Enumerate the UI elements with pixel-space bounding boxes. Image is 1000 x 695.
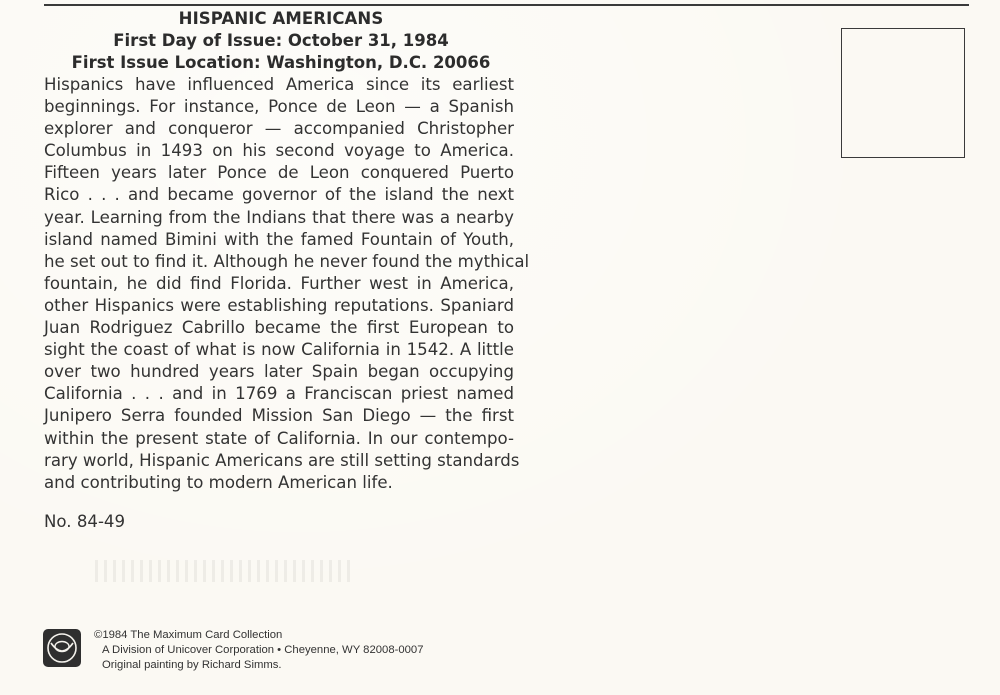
first-issue-location: First Issue Location: Washington, D.C. 20066	[71, 53, 491, 72]
description-line: Columbus in 1493 on his second voyage to America.	[44, 141, 514, 161]
publisher-credits	[94, 628, 424, 672]
description-line: year. Learning from the Indians that there was a nearby	[44, 207, 514, 227]
description-line: and contributing to modern American life.	[44, 472, 393, 492]
first-day-of-issue: First Day of Issue: October 31, 1984	[113, 31, 449, 50]
description-line: beginnings. For instance, Ponce de Leon — a Spanish	[44, 97, 514, 117]
description-line: explorer and conqueror — accompanied Christopher	[44, 119, 514, 139]
description-line: other Hispanics were establishing reputations. Spaniard	[44, 295, 514, 315]
top-rule-divider	[44, 4, 969, 6]
division-line: A Division of Unicover Corporation • Cheyenne, WY 82008-0007	[102, 643, 424, 656]
description-line: within the present state of California. In our contempo-	[44, 428, 514, 448]
card-number: No. 84-49	[44, 512, 126, 531]
description-line: sight the coast of what is now California in 1542. A little	[44, 340, 514, 360]
description-line: Juan Rodriguez Cabrillo became the first European to	[44, 318, 514, 338]
description-line: rary world, Hispanic Americans are still setting standards	[44, 450, 520, 470]
card-title: HISPANIC AMERICANS	[178, 9, 384, 28]
posthorn-logo-icon	[43, 629, 81, 667]
description-text	[44, 74, 530, 494]
posthorn-icon	[43, 629, 81, 667]
description-line: Rico . . . and became governor of the island the next	[44, 185, 514, 205]
description-line: island named Bimini with the famed Fountain of Youth,	[44, 229, 514, 249]
description-line: Fifteen years later Ponce de Leon conquered Puerto	[44, 163, 514, 183]
description-line: Hispanics have influenced America since its earliest	[44, 75, 514, 94]
description-line: he set out to find it. Although he never found the mythical	[44, 251, 530, 271]
description-line: Junipero Serra founded Mission San Diego — the first	[44, 406, 514, 426]
description-line: fountain, he did find Florida. Further west in America,	[44, 273, 514, 293]
description-line: over two hundred years later Spain began occupying	[44, 362, 514, 382]
card-header	[44, 8, 518, 74]
copyright-line: ©1984 The Maximum Card Collection	[94, 629, 283, 641]
painting-credit-line: Original painting by Richard Simms.	[102, 658, 282, 671]
stamp-placeholder-box	[841, 28, 965, 158]
description-line: California . . . and in 1769 a Franciscan priest named	[44, 384, 514, 404]
bleed-through-marks	[95, 560, 355, 582]
